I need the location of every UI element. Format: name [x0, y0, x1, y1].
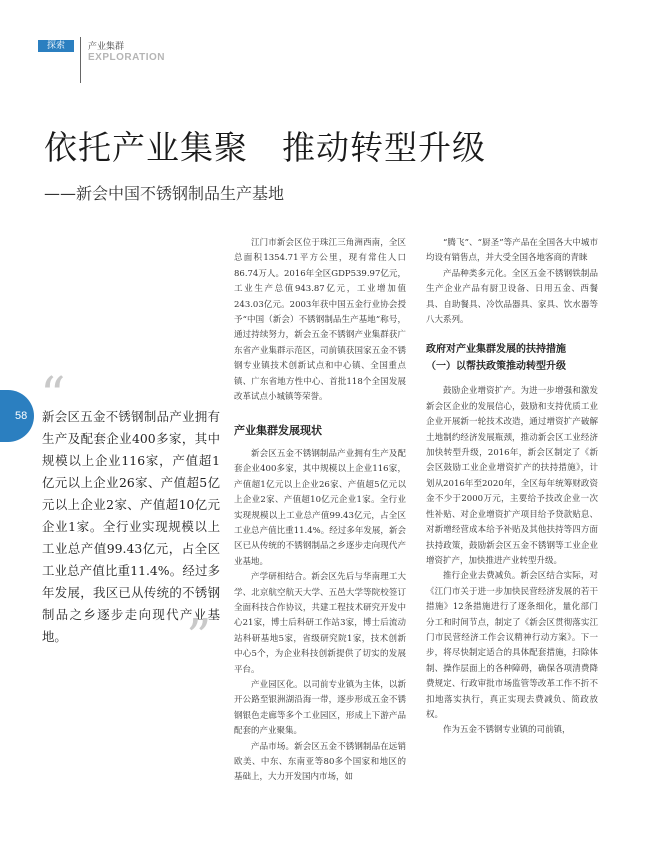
section-label: 产业集群 [88, 42, 125, 52]
body-paragraph: 作为五金不锈钢专业镇的司前镇， [443, 725, 571, 736]
section-heading: 产业集群发展现状 [234, 424, 322, 438]
section-tag: 探索 [38, 40, 74, 52]
pull-quote: 新会区五金不锈钢制品产业拥有生产及配套企业400多家，其中规模以上企业116家，产值超1亿元以上企业26家、产值超5亿元以上企业2家、产值超10亿元企业1家。全行业实现规模以上工业总产值99.43亿元，占全区工业总产值比重11.4%。经过多年发展，我区已从传统的不锈钢制品之乡逐步走向现代产业基地。 [42, 409, 220, 644]
section-heading: 政府对产业集群发展的扶持措施 [426, 344, 566, 356]
article-column-2 [426, 236, 598, 739]
section-subheading: （一）以帮扶政策推动转型升级 [426, 361, 566, 373]
body-paragraph: 产业园区化。以司前专业镇为主体，以新开公路至银洲湖沿海一带，逐步形成五金不锈钢银色走廊等多个工业园区，形成上下游产品配套的产业聚集。 [234, 679, 406, 737]
body-paragraph: 新会区五金不锈钢制品产业拥有生产及配套企业400多家，其中规模以上企业116家，产值超1亿元以上企业26家、产值超5亿元以上企业2家、产值超10亿元企业1家。全行业实现规模以上工业总产值99.43亿元，占全区工业总产值比重11.4%。经过多年发展，新会区已从传统的不锈钢制品之乡逐步走向现代产业基地。 [234, 448, 406, 567]
body-paragraph: 产品市场。新会区五金不锈钢制品在远销欧美、中东、东南亚等80多个国家和地区的基础上，大力开发国内市场，如 [234, 741, 406, 783]
page-number: 58 [15, 410, 28, 422]
section-label-en: EXPLORATION [88, 52, 165, 63]
close-quote-icon: ” [186, 608, 212, 666]
body-paragraph: 产品种类多元化。全区五金不锈钢铁制品生产企业产品有厨卫设备、日用五金、西餐具、自助餐具、冷饮品器具、家具、饮水器等八大系列。 [426, 268, 598, 326]
body-paragraph: 推行企业去费减负。新会区结合实际，对《江门市关于进一步加快民营经济发展的若干措施》12条措施进行了逐条细化，量化部门分工和时间节点，制定了《新会区贯彻落实江门市民营经济工作会议精神行动方案》。下一步，将尽快制定适合的具体配套措施，扫除体制、操作层面上的各种障碍，确保各项清费降费规定、行政审批市场监管等改革工作不折不扣地落实执行，真正实现去费减负、简政放权。 [426, 571, 598, 720]
intro-paragraph: 江门市新会区位于珠江三角洲西南，全区总面积1354.71平方公里，现有常住人口86.74万人。2016年全区GDP539.97亿元，工业生产总值943.87亿元，工业增加值243.03亿元。2003年获中国五金行业协会授予“中国（新会）不锈钢制品生产基地”称号，通过持续努力，新会五金不锈钢产业集群获广东省产业集群示范区，司前镇获国家五金不锈钢专业镇技术创新试点和中心镇、全国重点镇、广东省地方性中心、首批118个全国发展改革试点小城镇等荣誉。 [234, 238, 406, 403]
header-divider [80, 37, 81, 83]
article-column-1 [234, 236, 406, 786]
body-paragraph: “腾飞”、“厨圣”等产品在全国各大中城市均设有销售点，并大受全国各地客商的青睐 [426, 238, 598, 264]
body-paragraph: 产学研相结合。新会区先后与华南理工大学、北京航空航天大学、五邑大学等院校签订全面科技合作协议，共建工程技术研究开发中心21家，博士后科研工作站3家，博士后流动站科研基地5家，省级研究院1家，技术创新中心5个，为企业科技创新提供了切实的发展平台。 [234, 572, 406, 675]
page-subtitle: ——新会中国不锈钢制品生产基地 [44, 184, 285, 203]
open-quote-icon: “ [40, 366, 66, 424]
body-paragraph: 鼓励企业增资扩产。为进一步增强和激发新会区企业的发展信心，鼓励和支持优质工业企业开展新一轮技术改造，通过增资扩产破解土地制约经济发展瓶颈，推动新会区工业经济加快转型升级，2016年，新会区制定了《新会区鼓励工业企业增资扩产的扶持措施》，计划从2016年至2020年，全区每年统筹财政资金不少于2000万元，主要给予技改企业一次性补贴、对企业增资扩产项目给予贷款贴息、对新增经营成本给予补贴及其他扶持等四方面扶持政策，鼓励新会区五金不锈钢等工业企业增资扩产，加快推进产业转型升级。 [426, 386, 598, 566]
page-title: 依托产业集聚 推动转型升级 [44, 128, 486, 167]
